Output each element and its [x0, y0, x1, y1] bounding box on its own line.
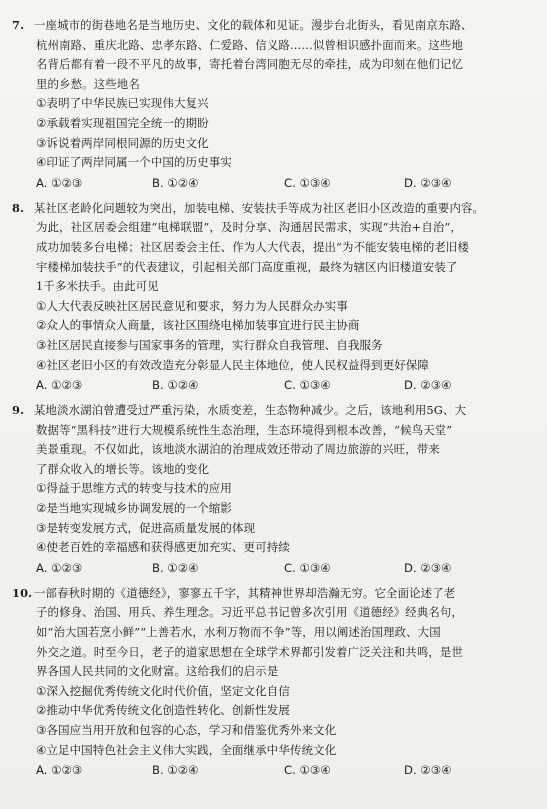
question-stem-line	[12, 662, 527, 682]
question-stem-line	[12, 75, 527, 95]
statement-item: ②推动中华优秀传统文化创造性转化、创新性发展	[36, 703, 290, 718]
question-number: 10.	[12, 585, 33, 600]
question-8	[12, 199, 527, 395]
question-stem-text: 为此，社区居委会组建“电梯联盟”，及时分享、沟通居民需求，实现“共治+自治”，	[36, 220, 462, 235]
question-stem-line	[12, 238, 527, 258]
answer-option-d[interactable]: D. ②③④	[404, 763, 452, 778]
question-stem-line	[12, 55, 527, 75]
statement-item: ①得益于思维方式的转变与技术的应用	[36, 481, 232, 496]
statement-item: ①人大代表反映社区居民意见和要求，努力为人民群众办实事	[36, 298, 348, 313]
question-stem-text: 里的乡愁。这些地名	[36, 76, 140, 91]
question-stem-line	[12, 36, 527, 56]
answer-option-d[interactable]: D. ②③④	[404, 378, 452, 393]
statement-item: ②是当地实现城乡协调发展的一个缩影	[36, 501, 232, 516]
question-stem-line	[12, 584, 527, 604]
statement-item: ①表明了中华民族已实现伟大复兴	[36, 96, 209, 111]
answer-options	[12, 173, 527, 193]
question-10	[12, 584, 527, 780]
question-stem-text: 杭州南路、重庆北路、忠孝东路、仁爱路、信义路……似曾相识感扑面而来。这些地	[36, 37, 464, 52]
question-number: 9.	[12, 403, 25, 418]
answer-option-a[interactable]: A. ①②③	[36, 175, 83, 190]
question-number: 7.	[12, 18, 25, 32]
question-stem-line	[12, 277, 527, 297]
answer-option-c[interactable]: C. ①③④	[284, 560, 331, 575]
question-stem-line	[12, 199, 527, 219]
question-stem-line	[12, 218, 527, 238]
question-stem-line	[12, 258, 527, 278]
statement-item: ③各国应当用开放和包容的心态，学习和借鉴优秀外来文化	[36, 723, 337, 737]
statement-item: ③是转变发展方式，促进高质量发展的体现	[36, 520, 256, 535]
question-stem-text: 1千多米扶手。由此可见	[36, 279, 159, 294]
question-stem-text: 某地淡水湖泊曾遭受过严重污染，水质变差，生态物种减少。之后，该地利用5G、大	[34, 403, 467, 418]
statement-item: ①深入挖掘优秀传统文化时代价值，坚定文化自信	[36, 683, 290, 698]
question-stem-text: 一部春秋时期的《道德经》，寥寥五千字，其精神世界却浩瀚无穷。它全面论述了老	[34, 585, 456, 600]
question-stem-text: 一座城市的街巷地名是当地历史、文化的载体和见证。漫步台北街头，看见南京东路、	[34, 18, 473, 32]
question-stem-text: 成功加装多台电梯；社区居委会主任、作为人大代表，提出“为不能安装电梯的老旧楼	[36, 239, 469, 254]
answer-option-a[interactable]: A. ①②③	[36, 378, 83, 393]
question-stem-text: 了群众收入的增长等。该地的变化	[36, 461, 210, 476]
answer-option-c[interactable]: C. ①③④	[284, 378, 331, 393]
question-stem-text: 外交之道。时至今日，老子的道家思想在全球学术界都引发着广泛关注和共鸣，是世	[36, 644, 464, 659]
question-stem-line	[12, 421, 527, 441]
question-stem-text: 数据等“黑科技”进行大规模系统性生态治理，生态环境得到根本改善，“候鸟天堂”	[36, 422, 453, 437]
answer-options	[12, 760, 527, 780]
statement-item: ④立足中国特色社会主义伟大实践，全面继承中华传统文化	[36, 742, 337, 757]
question-stem-line	[12, 603, 527, 623]
question-stem-line	[12, 623, 527, 643]
question-stem-text: 名背后都有着一段不平凡的故事，寄托着台湾同胞无尽的牵挂，成为印刻在他们记忆	[36, 57, 464, 72]
question-list	[12, 16, 527, 780]
question-stem-line	[12, 16, 527, 36]
question-stem-line	[12, 643, 527, 663]
statement-item: ④社区老旧小区的有效改造充分彰显人民主体地位，使人民权益得到更好保障	[36, 357, 429, 372]
question-stem-text: 宇楼梯加装扶手”的代表建议，引起相关部门高度重视，最终为辖区内旧楼道安装了	[36, 259, 458, 274]
answer-option-a[interactable]: A. ①②③	[36, 763, 83, 778]
answer-option-b[interactable]: B. ①②④	[152, 378, 199, 393]
question-7	[12, 16, 527, 193]
statement-item: ③社区居民直接参与国家事务的管理，实行群众自我管理、自我服务	[36, 337, 383, 352]
statement-item: ④使老百姓的幸福感和获得感更加充实、更可持续	[36, 540, 290, 555]
statement-item: ③诉说着两岸同根同源的历史文化	[36, 135, 209, 150]
answer-option-a[interactable]: A. ①②③	[36, 560, 83, 575]
answer-option-b[interactable]: B. ①②④	[152, 175, 199, 190]
question-stem-text: 如“治大国若烹小鲜”“上善若水，水利万物而不争”等，用以阐述治国理政、大国	[36, 625, 441, 640]
question-number: 8.	[12, 200, 25, 215]
question-stem-line	[12, 440, 527, 460]
question-stem-line	[12, 401, 527, 421]
question-stem-text: 界各国人民共同的文化财富。这给我们的启示是	[36, 664, 279, 679]
answer-option-b[interactable]: B. ①②④	[152, 560, 199, 575]
answer-options	[12, 375, 527, 395]
statement-item: ②众人的事情众人商量，该社区围绕电梯加装事宜进行民主协商	[36, 318, 360, 333]
question-stem-text: 美景重现。不仅如此，该地淡水湖泊的治理成效还带动了周边旅游的兴旺，带来	[36, 442, 440, 457]
answer-option-d[interactable]: D. ②③④	[404, 175, 452, 190]
question-stem-text: 某社区老龄化问题较为突出，加装电梯、安装扶手等成为社区老旧小区改造的重要内容。	[34, 200, 485, 215]
statement-item: ④印证了两岸同属一个中国的历史事实	[36, 155, 232, 170]
question-stem-line	[12, 460, 527, 480]
question-9	[12, 401, 527, 578]
answer-option-d[interactable]: D. ②③④	[404, 560, 452, 575]
question-stem-text: 子的修身、治国、用兵、养生理念。习近平总书记曾多次引用《道德经》经典名句，	[36, 605, 464, 620]
answer-option-c[interactable]: C. ①③④	[284, 763, 331, 778]
answer-options	[12, 558, 527, 578]
answer-option-c[interactable]: C. ①③④	[284, 175, 331, 190]
statement-item: ②承载着实现祖国完全统一的期盼	[36, 115, 209, 130]
answer-option-b[interactable]: B. ①②④	[152, 763, 199, 778]
